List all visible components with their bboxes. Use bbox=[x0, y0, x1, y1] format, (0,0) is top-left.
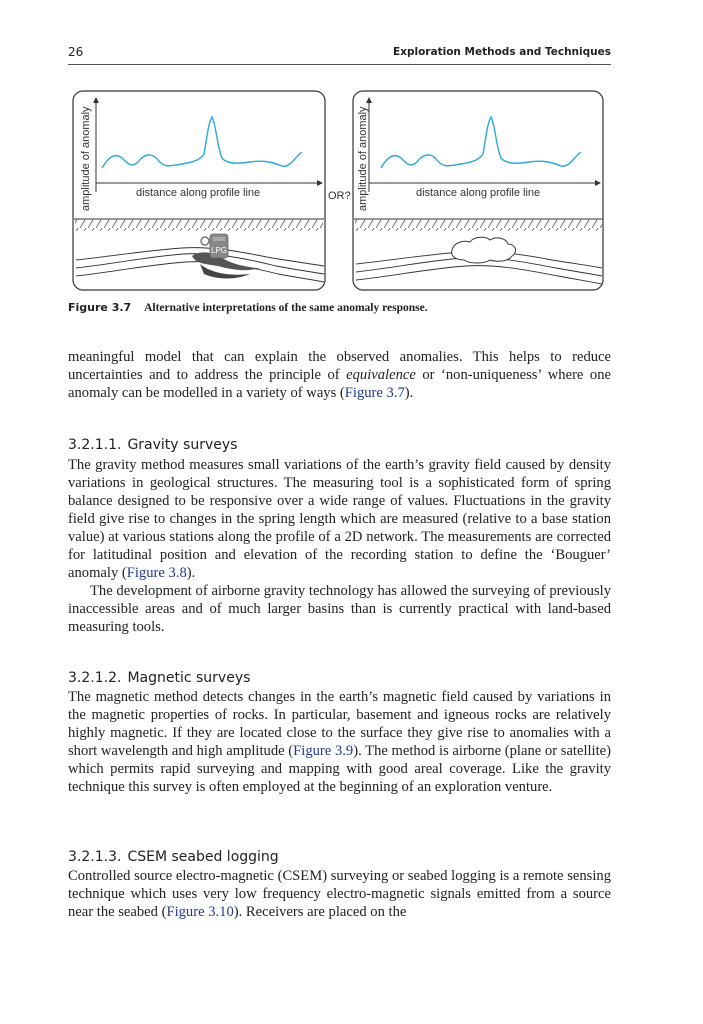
section-heading-magnetic bbox=[68, 670, 250, 686]
page-number: 26 bbox=[68, 45, 84, 59]
y-axis-label-right: amplitude of anomaly bbox=[357, 106, 369, 211]
section-number: 3.2.1.2. bbox=[68, 670, 122, 686]
anomaly-curve-left bbox=[102, 117, 302, 168]
x-axis-label-right: distance along profile line bbox=[416, 187, 541, 199]
figure-illustration bbox=[72, 88, 612, 294]
y-axis-label-left: amplitude of anomaly bbox=[80, 106, 92, 211]
figure-3-9-link[interactable]: Figure 3.9 bbox=[293, 743, 354, 759]
x-axis-label-left: distance along profile line bbox=[136, 187, 261, 199]
section-heading-gravity bbox=[68, 437, 237, 453]
paragraph-text: ). The method is airborne (plane or satellite) which permits rapid surveying and mapping with good areal coverage. Like the gravity technique this survey is often employed at the beginning of an exploration venture. bbox=[68, 743, 612, 795]
section-heading-csem bbox=[68, 849, 279, 865]
paragraph-text: meaningful model that can explain the observed anomalies. This helps to reduce uncertainties and to address the principle of bbox=[68, 349, 611, 383]
paragraph-csem bbox=[68, 867, 611, 921]
paragraph-magnetic bbox=[68, 688, 611, 796]
paragraph-text: ). Receivers are placed on the bbox=[233, 904, 407, 920]
right-panel bbox=[353, 91, 603, 290]
anomaly-curve-right bbox=[381, 117, 581, 168]
lpg-label: LPG bbox=[211, 246, 228, 255]
figure-3-7 bbox=[72, 88, 612, 294]
figure-3-8-link[interactable]: Figure 3.8 bbox=[126, 565, 187, 581]
section-number: 3.2.1.3. bbox=[68, 849, 122, 865]
header-rule bbox=[68, 64, 611, 65]
paragraph-text: ). bbox=[186, 565, 196, 581]
paragraph-text: or ‘non-uniqueness’ where one anomaly can be modelled in a variety of ways ( bbox=[68, 367, 611, 401]
paragraph-text: The gravity method measures small variations of the earth’s gravity field caused by density variations in geological structures. The measuring tool is a sophisticated form of spring balance designed to be responsive over a wide range of values. Fluctuations in the gravity field give rise to changes in the spring length which are measured (relative to a base station value) at various stations along the profile of a 2D network. The measurements are corrected for latitudinal position and elevation of the recording station to define the ‘Bouguer’ anomaly ( bbox=[68, 457, 611, 581]
figure-caption bbox=[68, 301, 428, 314]
paragraph-model bbox=[68, 348, 611, 402]
page-header bbox=[68, 45, 611, 63]
section-title: Magnetic surveys bbox=[127, 670, 251, 686]
section-number: 3.2.1.1. bbox=[68, 437, 122, 453]
section-title: CSEM seabed logging bbox=[127, 849, 279, 865]
or-label: OR? bbox=[328, 190, 351, 202]
section-title: Gravity surveys bbox=[127, 437, 238, 453]
paragraph-text: The development of airborne gravity technology has allowed the surveying of previously inaccessible areas and of much larger basins than is currently practical with land-based measuring tools. bbox=[68, 583, 611, 635]
figure-caption-text: Alternative interpretations of the same anomaly response. bbox=[144, 302, 428, 314]
figure-caption-label: Figure 3.7 bbox=[68, 301, 132, 314]
paragraph-gravity bbox=[68, 456, 611, 582]
paragraph-text: ). bbox=[404, 385, 414, 401]
paragraph-text: Controlled source electro-magnetic (CSEM) surveying or seabed logging is a remote sensing technique which uses very low frequency electro-magnetic signals emitted from a source near the seabed ( bbox=[68, 868, 611, 920]
emphasis-equivalence: equivalence bbox=[346, 367, 416, 383]
anomalous-body bbox=[452, 237, 516, 263]
left-panel bbox=[73, 91, 325, 290]
figure-3-7-link[interactable]: Figure 3.7 bbox=[344, 385, 405, 401]
paragraph-airborne-gravity bbox=[68, 582, 611, 636]
running-title: Exploration Methods and Techniques bbox=[393, 46, 611, 58]
paragraph-text: The magnetic method detects changes in the earth’s magnetic field caused by variations in the magnetic properties of rocks. In particular, basement and igneous rocks are relatively highly magnetic. If they are located close to the surface they give rise to anomalies with a short wavelength and high amplitude ( bbox=[68, 689, 611, 759]
figure-3-10-link[interactable]: Figure 3.10 bbox=[166, 904, 234, 920]
